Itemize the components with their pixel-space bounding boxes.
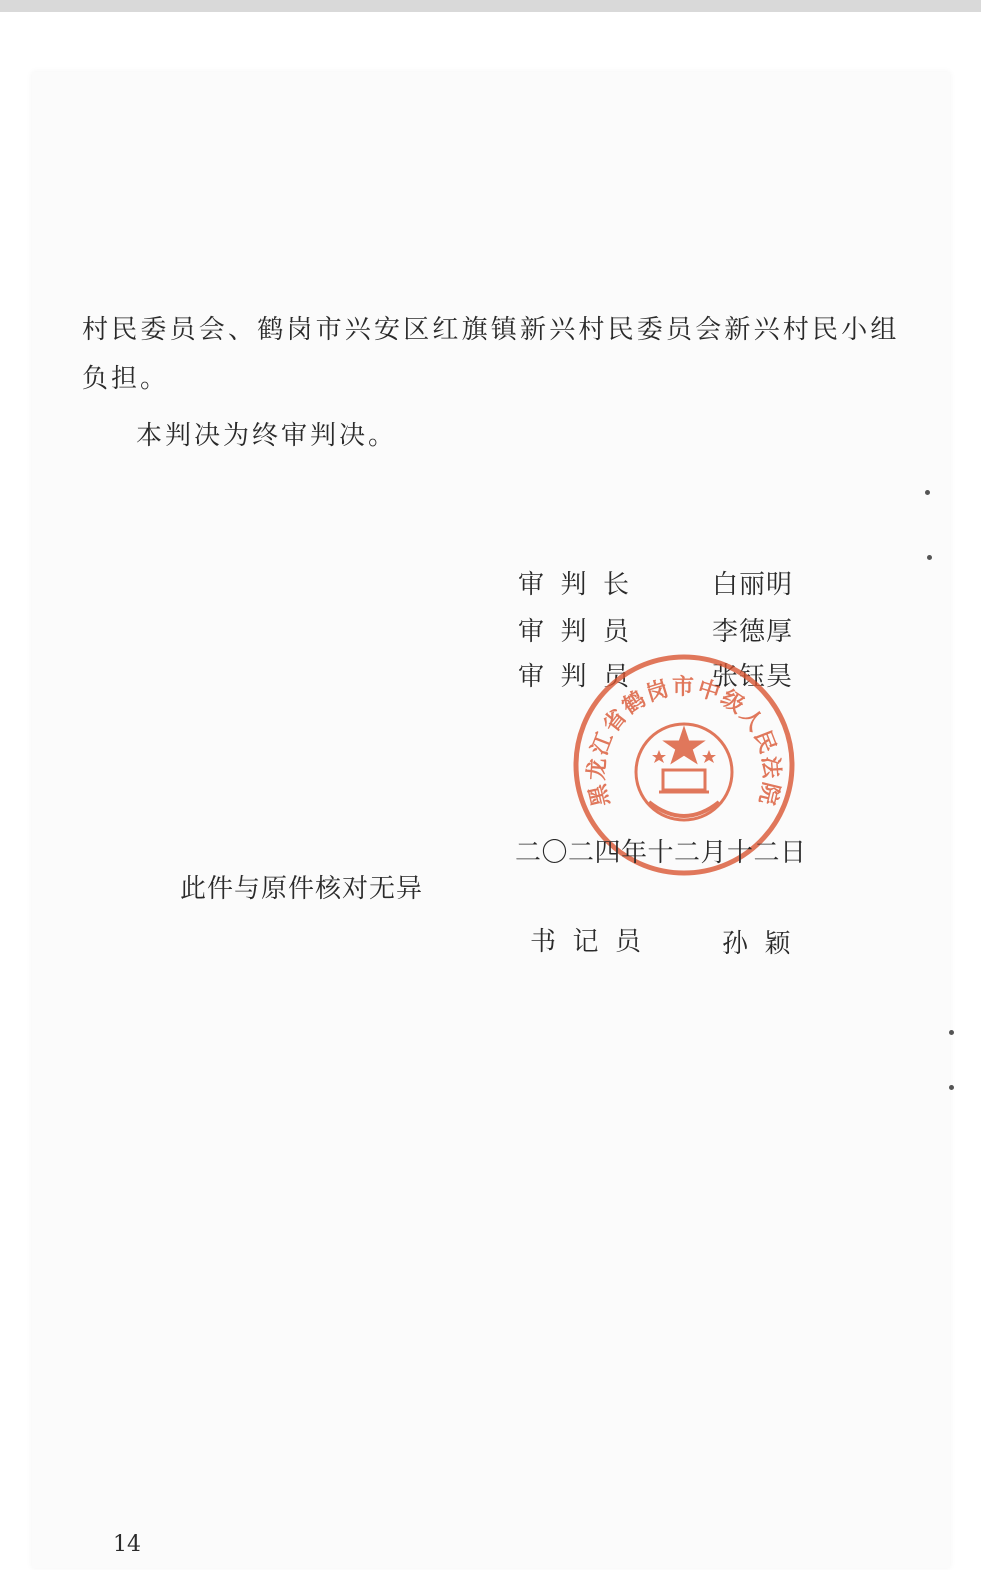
top-bar <box>0 0 981 12</box>
judgment-date: 二〇二四年十二月十二日 <box>515 838 807 868</box>
margin-mark <box>925 490 930 495</box>
page-number: 14 <box>113 1532 141 1557</box>
judge-1-title: 审 判 员 <box>518 617 630 647</box>
body-line-2: 负担。 <box>82 364 170 394</box>
body-line-3: 本判决为终审判决。 <box>136 421 398 451</box>
judge-1-name: 李德厚 <box>712 617 794 647</box>
margin-mark <box>949 1085 954 1090</box>
document-page <box>32 72 950 1568</box>
margin-mark <box>949 1030 954 1035</box>
clerk-name: 孙 颖 <box>722 929 791 959</box>
national-emblem-icon <box>636 724 732 820</box>
margin-mark <box>927 555 932 560</box>
seal-text: 黑龙江省鹤岗市中级人民法院 <box>583 674 785 810</box>
verification-note: 此件与原件核对无异 <box>180 874 424 904</box>
judge-2-name: 张钰昊 <box>712 662 794 692</box>
judge-2-title: 审 判 员 <box>518 662 630 692</box>
clerk-title: 书 记 员 <box>530 927 642 957</box>
presiding-judge-name: 白丽明 <box>712 570 794 600</box>
body-line-1: 村民委员会、鹤岗市兴安区红旗镇新兴村民委员会新兴村民小组 <box>82 315 900 345</box>
presiding-judge-title: 审 判 长 <box>518 570 630 600</box>
